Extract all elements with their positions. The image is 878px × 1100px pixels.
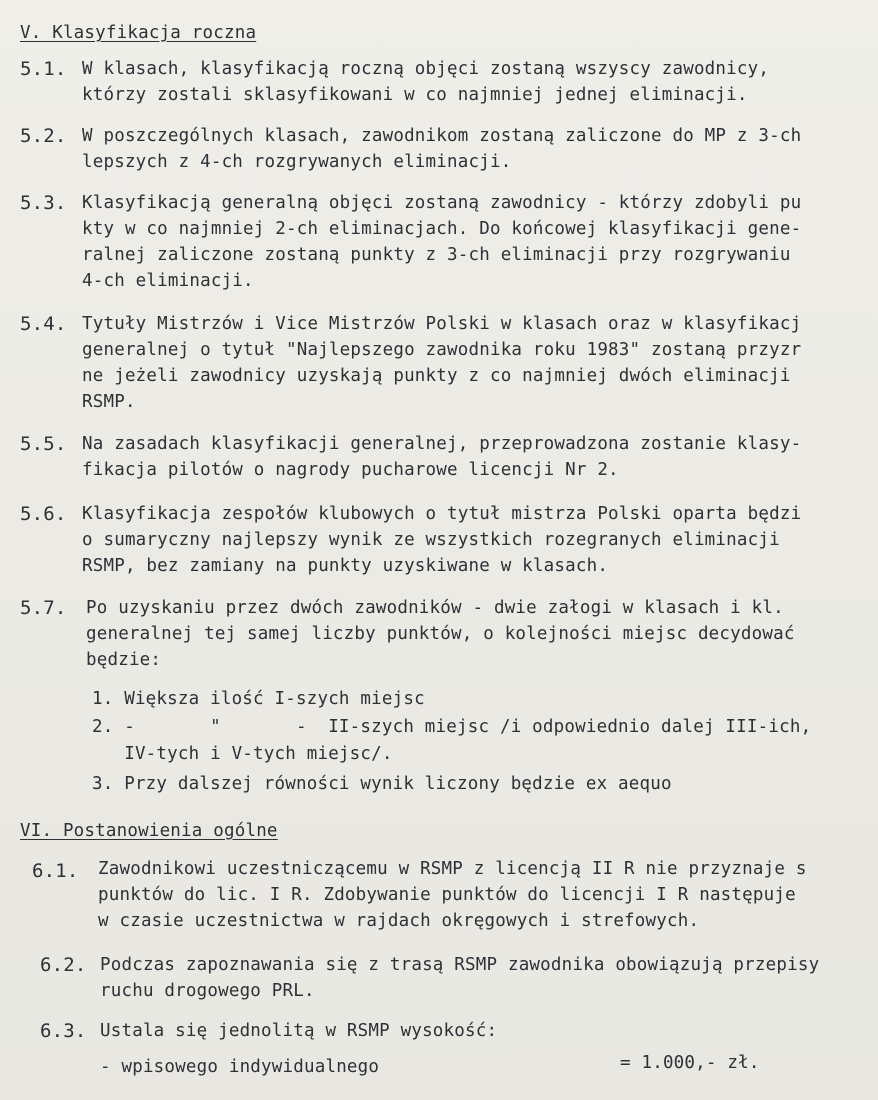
section-vi-heading: VI. Postanowienia ogólne (20, 821, 278, 841)
item-5-4-line-1: Tytuły Mistrzów i Vice Mistrzów Polski w klasach oraz w klasyfikacj (82, 314, 802, 334)
item-5-3-line-1: Klasyfikacją generalną objęci zostaną zawodnicy - którzy zdobyli pu (82, 193, 802, 213)
item-6-1-number: 6.1. (32, 860, 79, 882)
item-5-2-line-1: W poszczególnych klasach, zawodnikom zostaną zaliczone do MP z 3-ch (82, 126, 802, 146)
sublist-item-3: 3. Przy dalszej równości wynik liczony będzie ex aequo (92, 774, 672, 794)
item-5-3-line-2: kty w co najmniej 2-ch eliminacjach. Do końcowej klasyfikacji gene- (82, 219, 802, 239)
item-5-1-line-2: którzy zostali sklasyfikowani w co najmniej jednej eliminacji. (82, 85, 748, 105)
item-5-2-line-2: lepszych z 4-ch rozgrywanych eliminacji. (82, 152, 512, 172)
item-5-6-line-1: Klasyfikacja zespołów klubowych o tytuł mistrza Polski oparta będzi (82, 504, 802, 524)
item-5-2-number: 5.2. (20, 125, 67, 147)
item-5-4-line-2: generalnej o tytuł "Najlepszego zawodnika roku 1983" zostaną przyzr (82, 340, 802, 360)
item-5-4-line-3: ne jeżeli zawodnicy uzyskają punkty z co najmniej dwóch eliminacji (82, 366, 791, 386)
item-5-7-line-1: Po uzyskaniu przez dwóch zawodników - dwie załogi w klasach i kl. (86, 598, 784, 618)
item-5-5-line-2: fikacja pilotów o nagrody pucharowe licencji Nr 2. (82, 460, 619, 480)
item-5-7-line-3: będzie: (86, 650, 162, 670)
item-6-2-number: 6.2. (40, 954, 87, 976)
item-5-3-number: 5.3. (20, 192, 67, 214)
item-5-5-number: 5.5. (20, 433, 67, 455)
sublist-item-1: 1. Większa ilość I-szych miejsc (92, 689, 425, 709)
item-6-2-line-2: ruchu drogowego PRL. (100, 981, 315, 1001)
item-5-6-number: 5.6. (20, 503, 67, 525)
item-6-1-line-3: w czasie uczestnictwa w rajdach okręgowych i strefowych. (98, 911, 700, 931)
item-6-1-line-2: punktów do lic. I R. Zdobywanie punktów do licencji I R następuje (98, 885, 796, 905)
sublist-item-2-continued: IV-tych i V-tych miejsc/. (92, 744, 393, 764)
item-5-1-line-1: W klasach, klasyfikacją roczną objęci zostaną wszyscy zawodnicy, (82, 59, 770, 79)
item-5-4-line-4: RSMP. (82, 392, 136, 412)
item-5-3-line-3: ralnej zaliczone zostaną punkty z 3-ch eliminacji przy rozgrywaniu (82, 245, 791, 265)
section-v-heading: V. Klasyfikacja roczna (20, 23, 257, 43)
item-5-6-line-3: RSMP, bez zamiany na punkty uzyskiwane w klasach. (82, 556, 609, 576)
item-6-3-number: 6.3. (40, 1020, 87, 1042)
item-5-4-number: 5.4. (20, 313, 67, 335)
item-5-5-line-1: Na zasadach klasyfikacji generalnej, przeprowadzona zostanie klasy- (82, 434, 802, 454)
item-5-6-line-2: o sumaryczny najlepszy wynik ze wszystkich rozegranych eliminacji (82, 530, 780, 550)
sublist-item-2: 2. - " - II-szych miejsc /i odpowiednio dalej III-ich, (92, 717, 812, 737)
item-6-2-line-1: Podczas zapoznawania się z trasą RSMP zawodnika obowiązują przepisy (100, 955, 820, 975)
item-5-3-line-4: 4-ch eliminacji. (82, 271, 254, 291)
item-5-7-number: 5.7. (20, 597, 67, 619)
fee-label: - wpisowego indywidualnego (100, 1057, 380, 1077)
item-5-1-number: 5.1. (20, 58, 67, 80)
item-6-3-line-1: Ustala się jednolitą w RSMP wysokość: (100, 1021, 498, 1041)
item-6-1-line-1: Zawodnikowi uczestniczącemu w RSMP z licencją II R nie przyznaje s (98, 859, 807, 879)
fee-value: = 1.000,- zł. (620, 1053, 760, 1073)
item-5-7-line-2: generalnej tej samej liczby punktów, o kolejności miejsc decydować (86, 624, 795, 644)
